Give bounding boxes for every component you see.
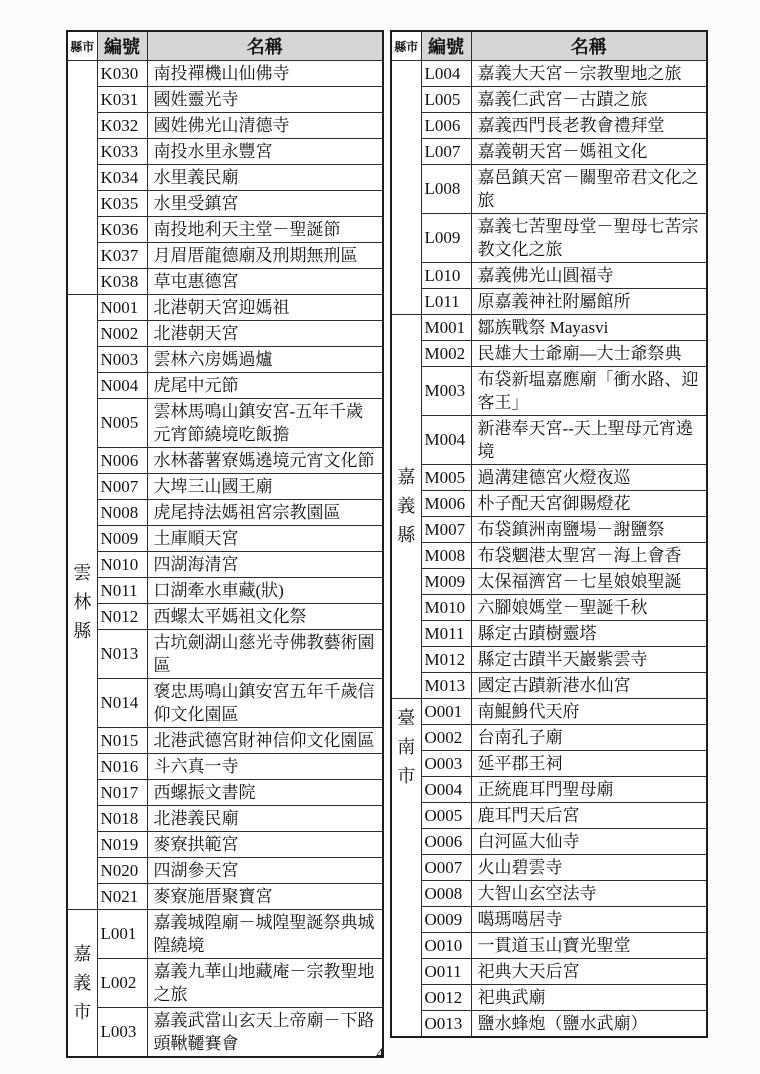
county-cell (67, 295, 97, 910)
code-cell: L001 (97, 910, 147, 959)
table-row (67, 604, 383, 630)
code-cell: M002 (421, 341, 471, 367)
code-cell: K032 (97, 113, 147, 139)
code-cell: N001 (97, 295, 147, 321)
code-cell: M008 (421, 543, 471, 569)
name-cell: 大智山玄空法寺 (471, 881, 707, 907)
table-row (391, 907, 707, 933)
name-cell: 西螺振文書院 (147, 780, 383, 806)
code-cell: M013 (421, 673, 471, 699)
table-row (67, 552, 383, 578)
code-cell: N005 (97, 399, 147, 448)
table-row (391, 803, 707, 829)
name-cell: 布袋魍港太聖宮－海上會香 (471, 543, 707, 569)
code-cell: L006 (421, 113, 471, 139)
name-cell: 火山碧雲寺 (471, 855, 707, 881)
table-row (67, 500, 383, 526)
name-cell: 口湖牽水車藏(狀) (147, 578, 383, 604)
name-cell: 國姓靈光寺 (147, 87, 383, 113)
name-cell: 鹿耳門天后宮 (471, 803, 707, 829)
code-cell: L004 (421, 61, 471, 87)
county-cell (67, 910, 97, 1058)
code-cell: M003 (421, 367, 471, 416)
table-row (391, 61, 707, 87)
name-cell: 原嘉義神社附屬館所 (471, 289, 707, 315)
code-cell: M004 (421, 416, 471, 465)
table-row (67, 165, 383, 191)
name-cell: 月眉厝龍德廟及刑期無刑區 (147, 243, 383, 269)
table-row (391, 673, 707, 699)
table-row (391, 214, 707, 263)
name-cell: 草屯惠德宮 (147, 269, 383, 295)
table-row (67, 959, 383, 1008)
code-cell: M001 (421, 315, 471, 341)
code-cell: O001 (421, 699, 471, 725)
table-row (391, 595, 707, 621)
name-cell: 雲林六房媽過爐 (147, 347, 383, 373)
code-cell: N012 (97, 604, 147, 630)
name-cell: 六腳娘媽堂－聖誕千秋 (471, 595, 707, 621)
name-cell: 西螺太平媽祖文化祭 (147, 604, 383, 630)
table-row (391, 569, 707, 595)
code-cell: N010 (97, 552, 147, 578)
col-header-county: 縣市 (67, 31, 97, 61)
code-cell: N016 (97, 754, 147, 780)
table-row (67, 578, 383, 604)
code-cell: O004 (421, 777, 471, 803)
name-cell: 雲林馬鳴山鎮安宮-五年千歲元宵節繞境吃飯擔 (147, 399, 383, 448)
table-row (391, 829, 707, 855)
code-cell: N004 (97, 373, 147, 399)
name-cell: 台南孔子廟 (471, 725, 707, 751)
table-row (391, 416, 707, 465)
code-cell: O013 (421, 1011, 471, 1038)
table-row (391, 263, 707, 289)
table-row (67, 806, 383, 832)
code-cell: M006 (421, 491, 471, 517)
table-row (391, 699, 707, 725)
name-cell: 大埤三山國王廟 (147, 474, 383, 500)
name-cell: 虎尾持法媽祖宮宗教園區 (147, 500, 383, 526)
table-row (391, 289, 707, 315)
table-row (67, 832, 383, 858)
table-row (67, 321, 383, 347)
code-cell: M007 (421, 517, 471, 543)
table-row (67, 61, 383, 87)
code-cell: K036 (97, 217, 147, 243)
name-cell: 鄒族戰祭 Mayasvi (471, 315, 707, 341)
table-row (391, 139, 707, 165)
name-cell: 噶瑪噶居寺 (471, 907, 707, 933)
name-cell: 北港武德宮財神信仰文化園區 (147, 728, 383, 754)
name-cell: 北港義民廟 (147, 806, 383, 832)
table-row (67, 630, 383, 679)
table-row (391, 367, 707, 416)
name-cell: 過溝建德宮火燈夜巡 (471, 465, 707, 491)
table-row (67, 474, 383, 500)
code-cell: N007 (97, 474, 147, 500)
code-cell: K034 (97, 165, 147, 191)
code-cell: O003 (421, 751, 471, 777)
table-row (67, 191, 383, 217)
code-cell: L005 (421, 87, 471, 113)
table-row (391, 777, 707, 803)
name-cell: 一貫道玉山寶光聖堂 (471, 933, 707, 959)
col-header-name: 名稱 (471, 31, 707, 61)
table-row (391, 491, 707, 517)
code-cell: O010 (421, 933, 471, 959)
name-cell: 白河區大仙寺 (471, 829, 707, 855)
table-row (67, 399, 383, 448)
name-cell: 麥寮施厝聚寶宮 (147, 884, 383, 910)
table-row (391, 87, 707, 113)
code-cell: N020 (97, 858, 147, 884)
name-cell: 嘉義武當山玄天上帝廟－下路頭鞦韆賽會 (147, 1008, 383, 1058)
name-cell: 國姓佛光山清德寺 (147, 113, 383, 139)
name-cell: 嘉義九華山地藏庵－宗教聖地之旅 (147, 959, 383, 1008)
col-header-code: 編號 (421, 31, 471, 61)
name-cell: 嘉義大天宮－宗教聖地之旅 (471, 61, 707, 87)
code-cell: O006 (421, 829, 471, 855)
name-cell: 正統鹿耳門聖母廟 (471, 777, 707, 803)
code-cell: N014 (97, 679, 147, 728)
name-cell: 祀典武廟 (471, 985, 707, 1011)
code-cell: L010 (421, 263, 471, 289)
code-cell: O007 (421, 855, 471, 881)
table-row (391, 543, 707, 569)
code-cell: N011 (97, 578, 147, 604)
header-row (391, 31, 707, 61)
name-cell: 嘉義仁武宮－古蹟之旅 (471, 87, 707, 113)
code-cell: K037 (97, 243, 147, 269)
table-row (391, 315, 707, 341)
code-cell: M012 (421, 647, 471, 673)
table-row (391, 985, 707, 1011)
table-row (391, 113, 707, 139)
table-row (67, 754, 383, 780)
name-cell: 北港朝天宮 (147, 321, 383, 347)
code-cell: K038 (97, 269, 147, 295)
name-cell: 嘉邑鎮天宮－關聖帝君文化之旅 (471, 165, 707, 214)
table-row (391, 341, 707, 367)
name-cell: 鹽水蜂炮（鹽水武廟） (471, 1011, 707, 1038)
code-cell: N009 (97, 526, 147, 552)
code-cell: O011 (421, 959, 471, 985)
code-cell: M011 (421, 621, 471, 647)
name-cell: 縣定古蹟樹靈塔 (471, 621, 707, 647)
table-row (67, 217, 383, 243)
code-cell: L007 (421, 139, 471, 165)
name-cell: 嘉義七苦聖母堂－聖母七苦宗教文化之旅 (471, 214, 707, 263)
code-cell: O008 (421, 881, 471, 907)
code-cell: M010 (421, 595, 471, 621)
name-cell: 新港奉天宮--天上聖母元宵遶境 (471, 416, 707, 465)
name-cell: 延平郡王祠 (471, 751, 707, 777)
right-table (390, 30, 708, 1038)
name-cell: 水里受鎮宮 (147, 191, 383, 217)
county-vertical-label: 雲 林 縣 (73, 562, 92, 641)
table-row (67, 728, 383, 754)
right-table-body (391, 61, 707, 1038)
table-row (67, 243, 383, 269)
name-cell: 嘉義朝天宮－媽祖文化 (471, 139, 707, 165)
name-cell: 嘉義城隍廟－城隍聖誕祭典城隍繞境 (147, 910, 383, 959)
name-cell: 古坑劍湖山慈光寺佛教藝術園區 (147, 630, 383, 679)
header-row (67, 31, 383, 61)
name-cell: 南鯤鯓代天府 (471, 699, 707, 725)
code-cell: N019 (97, 832, 147, 858)
table-row (67, 373, 383, 399)
name-cell: 嘉義佛光山圓福寺 (471, 263, 707, 289)
code-cell: N013 (97, 630, 147, 679)
table-row (391, 1011, 707, 1038)
code-cell: K033 (97, 139, 147, 165)
col-header-county: 縣市 (391, 31, 421, 61)
table-row (67, 910, 383, 959)
code-cell: L009 (421, 214, 471, 263)
name-cell: 南投禪機山仙佛寺 (147, 61, 383, 87)
left-table-body (67, 61, 383, 1058)
table-row (67, 113, 383, 139)
code-cell: O002 (421, 725, 471, 751)
name-cell: 太保福濟宮－七星娘娘聖誕 (471, 569, 707, 595)
county-cell (391, 699, 421, 1038)
page-number: 4 (376, 1046, 384, 1062)
name-cell: 褒忠馬鳴山鎮安宮五年千歲信仰文化園區 (147, 679, 383, 728)
code-cell: L002 (97, 959, 147, 1008)
code-cell: M005 (421, 465, 471, 491)
table-row (67, 269, 383, 295)
code-cell: N021 (97, 884, 147, 910)
code-cell: K030 (97, 61, 147, 87)
code-cell: N008 (97, 500, 147, 526)
county-cell (391, 315, 421, 699)
name-cell: 縣定古蹟半天巖紫雲寺 (471, 647, 707, 673)
table-row (391, 959, 707, 985)
name-cell: 土庫順天宮 (147, 526, 383, 552)
table-row (67, 139, 383, 165)
table-row (67, 858, 383, 884)
name-cell: 南投地利天主堂－聖誕節 (147, 217, 383, 243)
name-cell: 朴子配天宮御賜燈花 (471, 491, 707, 517)
name-cell: 四湖海清宮 (147, 552, 383, 578)
code-cell: O005 (421, 803, 471, 829)
name-cell: 民雄大士爺廟—大士爺祭典 (471, 341, 707, 367)
table-row (67, 526, 383, 552)
table-row (391, 465, 707, 491)
county-cell (67, 61, 97, 295)
name-cell: 北港朝天宮迎媽祖 (147, 295, 383, 321)
code-cell: N006 (97, 448, 147, 474)
table-row (391, 725, 707, 751)
name-cell: 水林蕃薯寮媽遶境元宵文化節 (147, 448, 383, 474)
table-row (391, 933, 707, 959)
name-cell: 虎尾中元節 (147, 373, 383, 399)
table-row (67, 780, 383, 806)
code-cell: N002 (97, 321, 147, 347)
code-cell: L011 (421, 289, 471, 315)
table-row (391, 165, 707, 214)
code-cell: N018 (97, 806, 147, 832)
name-cell: 國定古蹟新港水仙宮 (471, 673, 707, 699)
county-vertical-label: 嘉 義 市 (73, 943, 92, 1022)
code-cell: L008 (421, 165, 471, 214)
table-row (391, 855, 707, 881)
table-row (67, 347, 383, 373)
table-row (391, 751, 707, 777)
name-cell: 四湖參天宮 (147, 858, 383, 884)
table-row (67, 884, 383, 910)
name-cell: 祀典大天后宮 (471, 959, 707, 985)
name-cell: 斗六真一寺 (147, 754, 383, 780)
col-header-name: 名稱 (147, 31, 383, 61)
county-vertical-label: 臺 南 市 (397, 708, 416, 786)
code-cell: M009 (421, 569, 471, 595)
code-cell: O009 (421, 907, 471, 933)
code-cell: N015 (97, 728, 147, 754)
name-cell: 水里義民廟 (147, 165, 383, 191)
table-row (67, 87, 383, 113)
table-row (67, 295, 383, 321)
name-cell: 布袋鎮洲南鹽場－謝鹽祭 (471, 517, 707, 543)
table-row (67, 448, 383, 474)
code-cell: K031 (97, 87, 147, 113)
code-cell: N017 (97, 780, 147, 806)
name-cell: 嘉義西門長老教會禮拜堂 (471, 113, 707, 139)
name-cell: 南投水里永豐宮 (147, 139, 383, 165)
code-cell: N003 (97, 347, 147, 373)
name-cell: 麥寮拱範宮 (147, 832, 383, 858)
table-row (391, 621, 707, 647)
left-table (66, 30, 384, 1058)
table-row (391, 647, 707, 673)
county-vertical-label: 嘉 義 縣 (397, 467, 416, 545)
table-row (391, 517, 707, 543)
table-row (391, 881, 707, 907)
code-cell: L003 (97, 1008, 147, 1058)
col-header-code: 編號 (97, 31, 147, 61)
code-cell: O012 (421, 985, 471, 1011)
name-cell: 布袋新塭嘉應廟「衝水路、迎客王」 (471, 367, 707, 416)
table-row (67, 679, 383, 728)
code-cell: K035 (97, 191, 147, 217)
county-cell (391, 61, 421, 315)
